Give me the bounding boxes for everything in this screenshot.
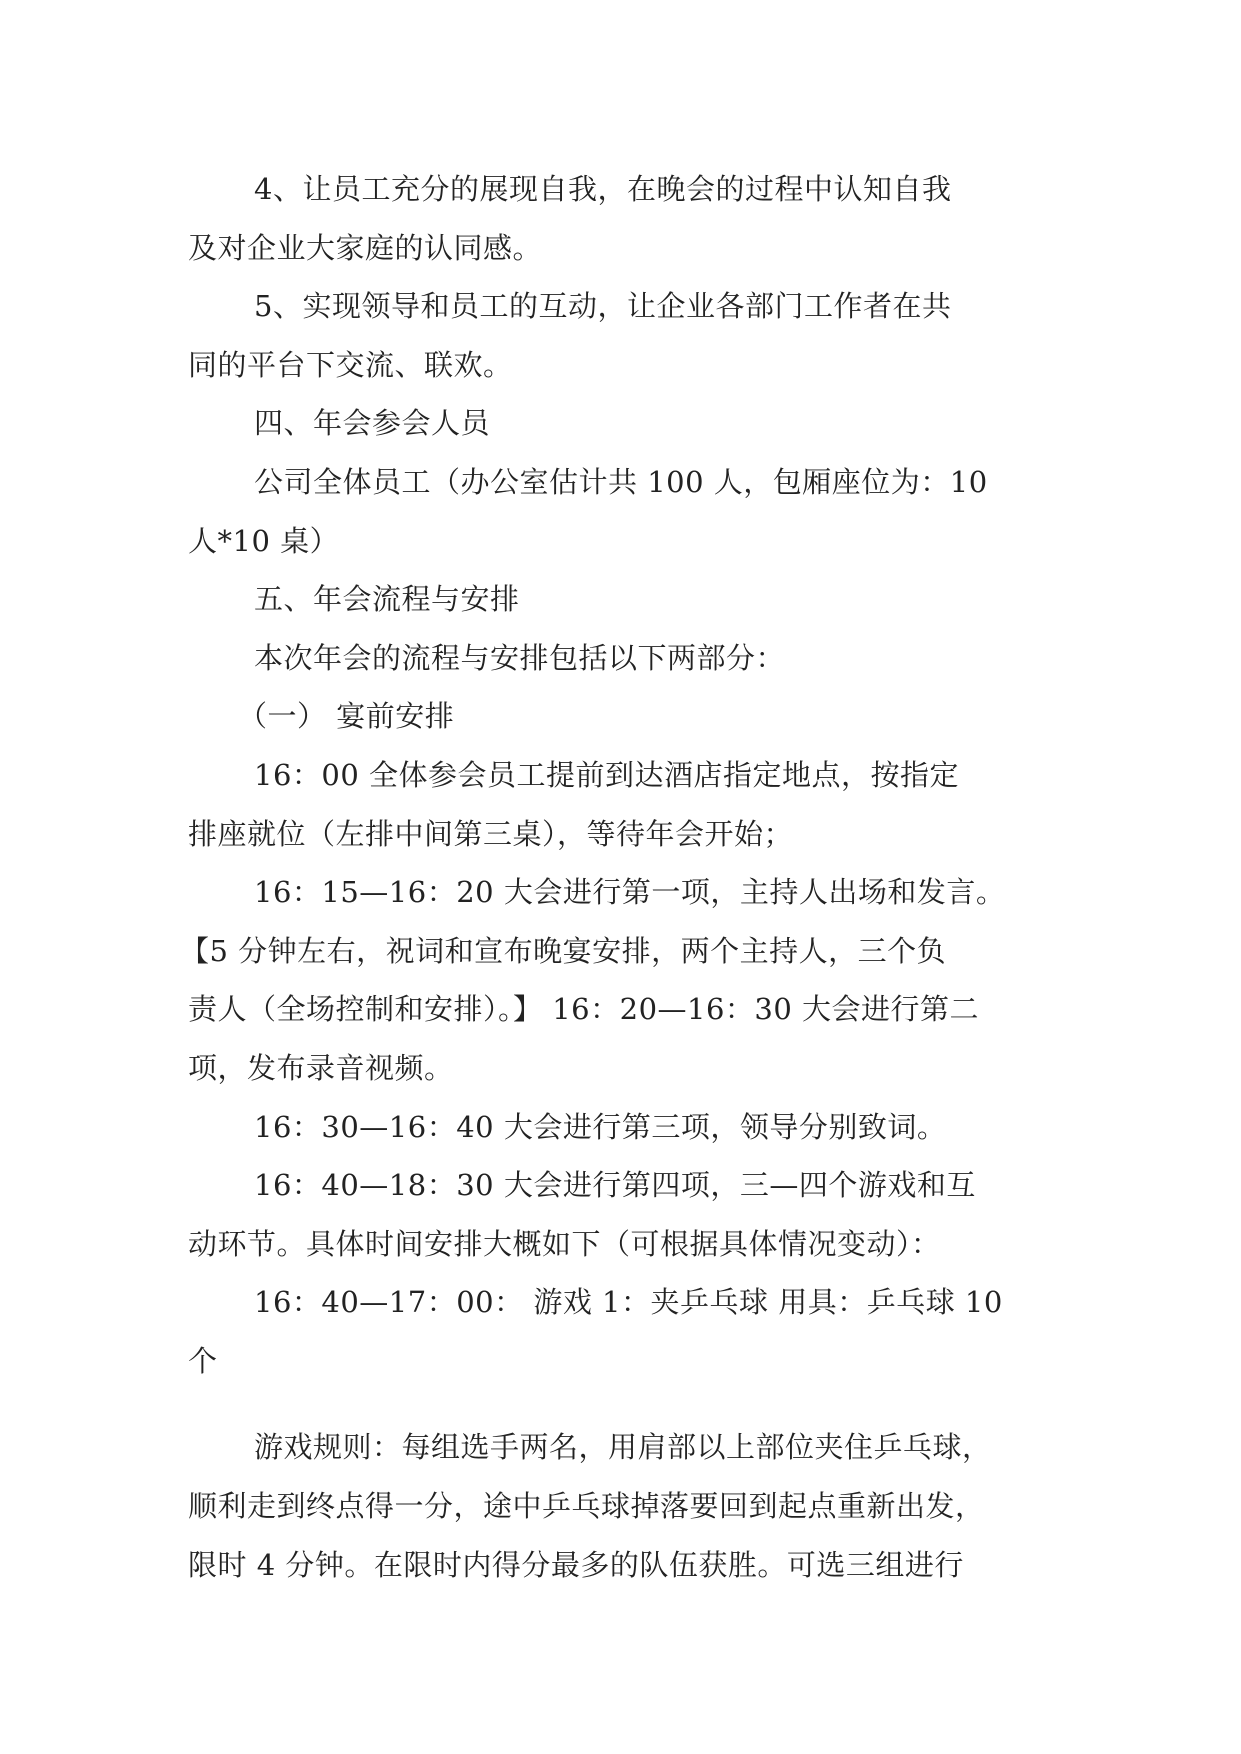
paragraph-line: 人*10 桌） <box>188 523 340 558</box>
paragraph-line: 16：30—16：40 大会进行第三项，领导分别致词。 <box>254 1109 947 1144</box>
paragraph-line: 16：00 全体参会员工提前到达酒店指定地点，按指定 <box>254 757 960 792</box>
paragraph-line: 16：40—17：00： 游戏 1：夹乒乓球 用具：乒乓球 10 <box>254 1285 1003 1320</box>
section-heading: 五、年会流程与安排 <box>254 582 520 617</box>
paragraph-line: 同的平台下交流、联欢。 <box>188 347 513 382</box>
document-body <box>180 160 1068 1594</box>
paragraph-line: 责人（全场控制和安排）。】 16：20—16：30 大会进行第二 <box>188 992 980 1027</box>
section-heading: 四、年会参会人员 <box>254 406 491 441</box>
paragraph-line: 排座就位（左排中间第三桌），等待年会开始； <box>188 816 794 851</box>
paragraph-line: 动环节。具体时间安排大概如下（可根据具体情况变动）： <box>188 1226 941 1261</box>
paragraph-line: 限时 4 分钟。在限时内得分最多的队伍获胜。可选三组进行 <box>188 1547 964 1582</box>
paragraph-gap <box>188 1390 1068 1418</box>
paragraph-line: 5、实现领导和员工的互动，让企业各部门工作者在共 <box>254 289 952 324</box>
paragraph-line: 16：40—18：30 大会进行第四项，三—四个游戏和互 <box>254 1168 976 1203</box>
paragraph-line: 及对企业大家庭的认同感。 <box>188 230 543 265</box>
subsection-heading: （一） 宴前安排 <box>238 699 455 734</box>
paragraph-line: 个 <box>188 1343 218 1378</box>
paragraph-line: 【5 分钟左右，祝词和宣布晚宴安排，两个主持人，三个负 <box>180 933 947 968</box>
paragraph-line: 4、让员工充分的展现自我，在晚会的过程中认知自我 <box>254 172 952 206</box>
paragraph-line: 项，发布录音视频。 <box>188 1050 454 1085</box>
paragraph-line: 本次年会的流程与安排包括以下两部分： <box>254 640 786 675</box>
paragraph-line: 公司全体员工（办公室估计共 100 人，包厢座位为：10 <box>254 464 988 499</box>
paragraph-line: 游戏规则：每组选手两名，用肩部以上部位夹住乒乓球， <box>254 1430 992 1465</box>
paragraph-line: 顺利走到终点得一分，途中乒乓球掉落要回到起点重新出发， <box>188 1489 985 1524</box>
paragraph-line: 16：15—16：20 大会进行第一项，主持人出场和发言。 <box>254 875 1006 910</box>
